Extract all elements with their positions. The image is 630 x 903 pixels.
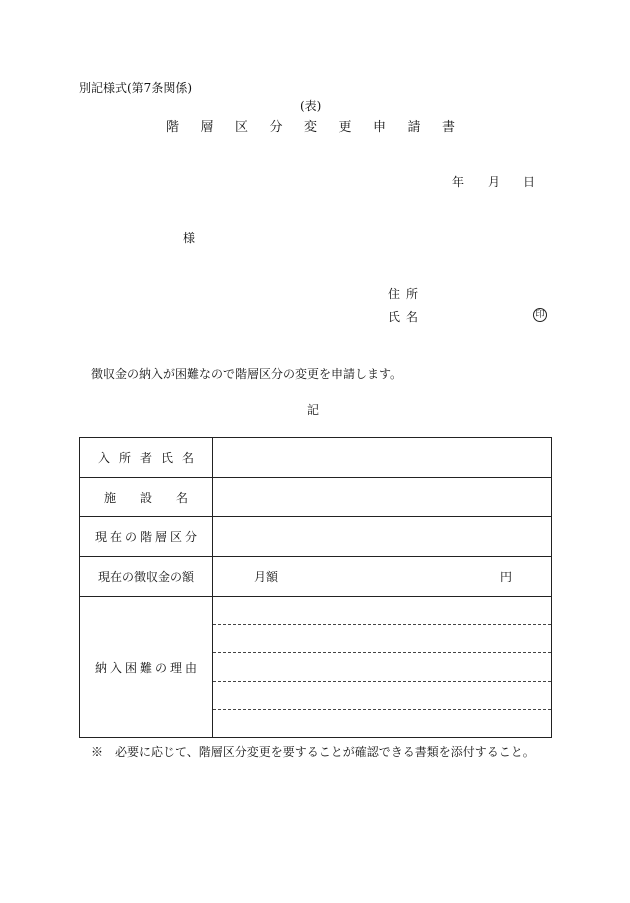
current-tier-label: 現在の階層区分 [94, 530, 200, 544]
addressee-honorific: 様 [183, 231, 196, 245]
writing-line [213, 681, 551, 682]
seal-icon: 印 [533, 308, 547, 322]
address-label: 住所 [388, 287, 425, 301]
label-cell [80, 597, 213, 737]
monthly-amount-label: 月額 [254, 570, 279, 584]
date-year-label: 年 [452, 175, 465, 189]
payment-difficulty-reason-label: 納入困難の理由 [94, 660, 200, 675]
current-fee-field[interactable] [213, 557, 551, 596]
application-table [79, 437, 552, 738]
yen-unit-label: 円 [500, 570, 513, 584]
writing-line [213, 624, 551, 625]
current-fee-label: 現在の徴収金の額 [97, 570, 194, 584]
form-title: 階層区分変更申請書 [166, 120, 477, 135]
name-label: 氏名 [388, 310, 425, 324]
form-reference: 別記様式(第7条関係) [79, 81, 192, 95]
writing-line [213, 709, 551, 710]
facility-name-field[interactable] [213, 478, 551, 516]
resident-name-label: 入所者氏名 [97, 451, 203, 465]
ki-heading: 記 [307, 403, 320, 417]
payment-difficulty-reason-field[interactable] [213, 597, 551, 737]
attachment-note: ※ 必要に応じて、階層区分変更を要することが確認できる書類を添付すること。 [91, 745, 535, 759]
current-tier-field[interactable] [213, 517, 551, 556]
table-row-payment-difficulty [80, 597, 551, 737]
table-row-current-fee [80, 557, 551, 597]
table-row-facility-name [80, 478, 551, 517]
facility-name-label: 施設名 [103, 490, 212, 505]
writing-line [213, 652, 551, 653]
date-day-label: 日 [523, 175, 536, 189]
label-cell [80, 517, 213, 556]
table-row-resident-name [80, 438, 551, 478]
date-month-label: 月 [488, 175, 501, 189]
application-statement: 徴収金の納入が困難なので階層区分の変更を申請します。 [91, 367, 403, 381]
label-cell [80, 438, 213, 477]
table-row-current-tier [80, 517, 551, 557]
form-side-label: (表) [300, 99, 322, 113]
label-cell [80, 557, 213, 596]
label-cell [80, 478, 213, 516]
resident-name-field[interactable] [213, 438, 551, 477]
